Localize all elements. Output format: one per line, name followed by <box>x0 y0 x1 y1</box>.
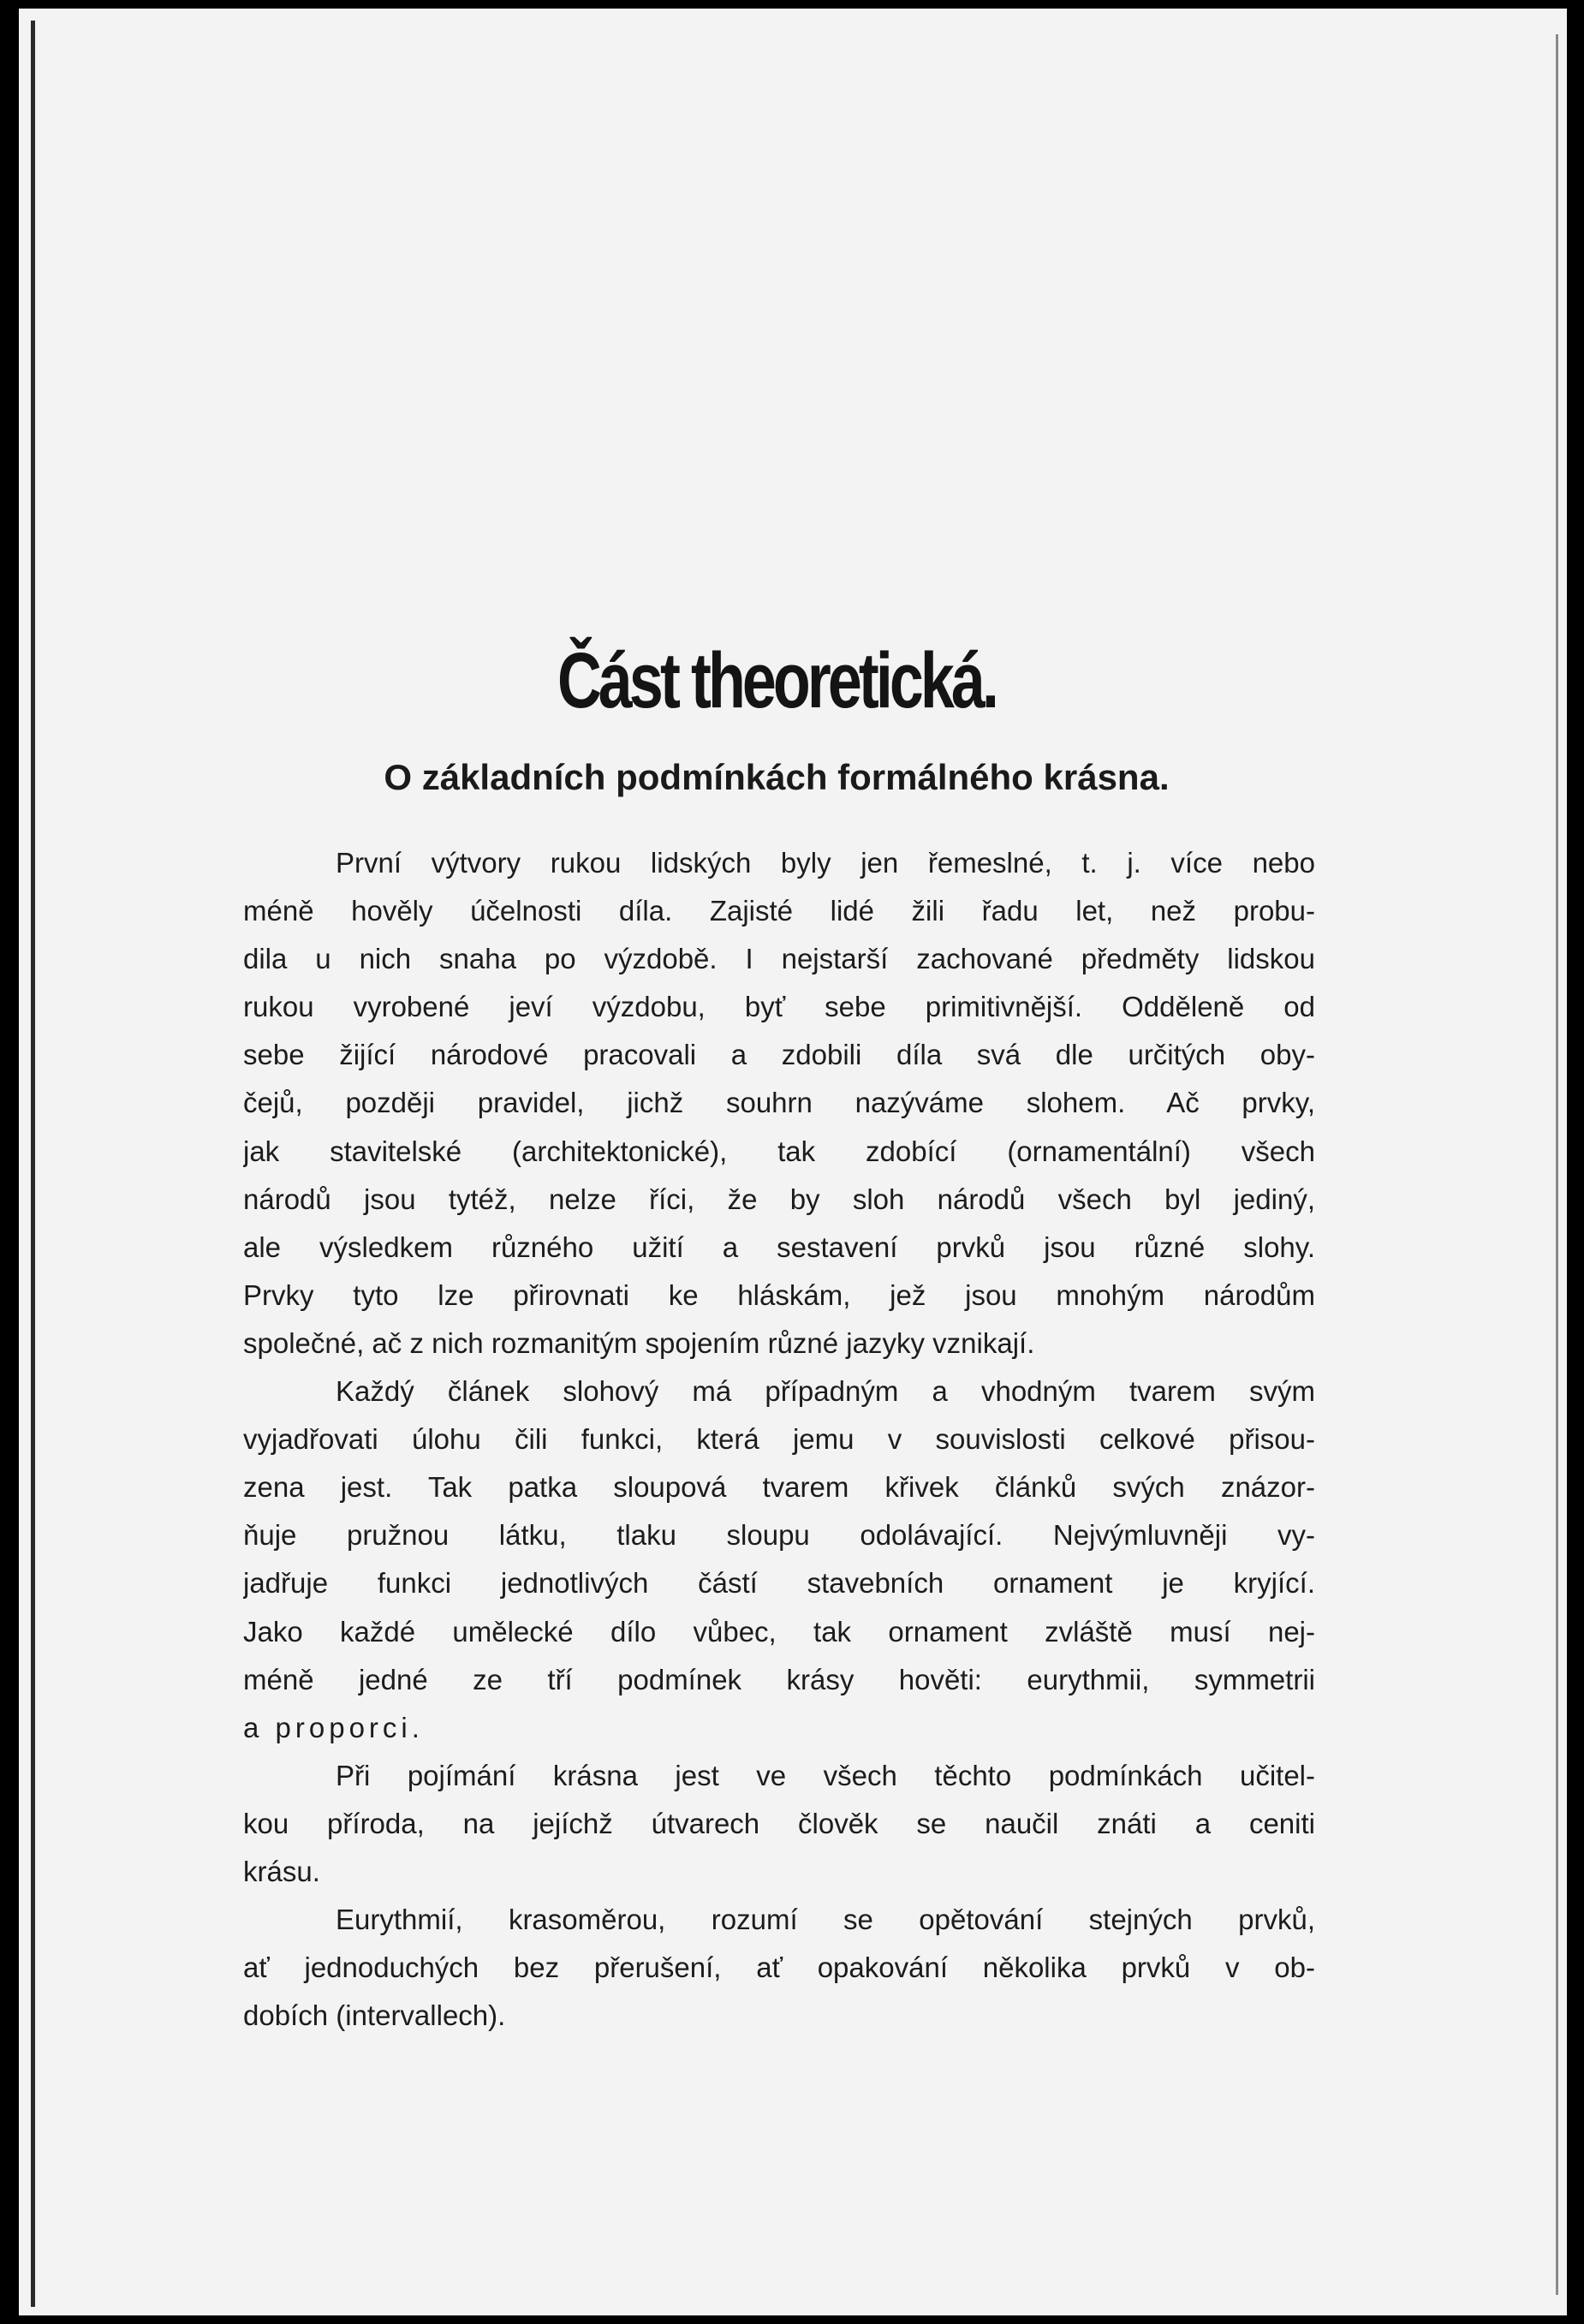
page-edge-shadow-right <box>1556 34 1558 2295</box>
text-line: jadřuje funkci jednotlivých částí stavebních ornament je kryjící. <box>243 1567 1315 1600</box>
text-line: vyjadřovati úlohu čili funkci, která jemu v souvislosti celkové přisou- <box>243 1423 1315 1456</box>
text-line: Prvky tyto lze přirovnati ke hláskám, jež jsou mnohým národům <box>243 1278 1315 1311</box>
text-line: První výtvory rukou lidských byly jen řemeslné, t. j. více nebo <box>336 847 1315 879</box>
text-line: ať jednoduchých bez přerušení, ať opakování několika prvků v ob- <box>243 1952 1315 1984</box>
body-text <box>243 839 1315 2040</box>
text-line: rukou vyrobené jeví výzdobu, byť sebe primitivnější. Odděleně od <box>243 991 1315 1023</box>
text-line: jak stavitelské (architektonické), tak zdobící (ornamentální) všech <box>243 1135 1315 1167</box>
text-line: a proporci. <box>243 1711 424 1743</box>
text-line: méně jedné ze tří podmínek krásy hověti: eurythmii, symmetrii <box>243 1663 1315 1695</box>
text-line: národů jsou tytéž, nelze říci, že by sloh národů všech byl jediný, <box>243 1183 1315 1215</box>
page-edge-shadow-left <box>31 21 35 2307</box>
scanned-page <box>19 9 1567 2315</box>
text-line: sebe žijící národové pracovali a zdobili díla svá dle určitých oby- <box>243 1039 1315 1071</box>
section-subtitle: O základních podmínkách formálného krásna. <box>384 757 1170 797</box>
text-line: dobích (intervallech). <box>243 1999 506 2032</box>
text-line: společné, ač z nich rozmanitým spojením různé jazyky vznikají. <box>243 1326 1035 1359</box>
text-line: zena jest. Tak patka sloupová tvarem křivek článků svých znázor- <box>243 1471 1315 1504</box>
text-line: Při pojímání krásna jest ve všech těchto podmínkách učitel- <box>336 1759 1315 1791</box>
text-line: čejů, později pravidel, jichž souhrn nazýváme slohem. Ač prvky, <box>243 1087 1315 1119</box>
chapter-title: Část theoretická. <box>557 637 996 724</box>
text-line: Jako každé umělecké dílo vůbec, tak ornament zvláště musí nej- <box>243 1615 1315 1648</box>
text-line: ale výsledkem různého užití a sestavení prvků jsou různé slohy. <box>243 1231 1315 1263</box>
text-line: kou příroda, na jejíchž útvarech člověk se naučil znáti a ceniti <box>243 1807 1315 1839</box>
text-line: Eurythmií, krasoměrou, rozumí se opětování stejných prvků, <box>336 1904 1315 1936</box>
text-line: krásu. <box>243 1855 320 1887</box>
text-line: ňuje pružnou látku, tlaku sloupu odolávající. Nejvýmluvněji vy- <box>243 1519 1315 1552</box>
text-line: dila u nich snaha po výzdobě. I nejstarší zachované předměty lidskou <box>243 943 1315 975</box>
text-line: méně hověly účelnosti díla. Zajisté lidé žili řadu let, než probu- <box>243 895 1315 927</box>
text-line: Každý článek slohový má případným a vhodným tvarem svým <box>336 1375 1315 1408</box>
